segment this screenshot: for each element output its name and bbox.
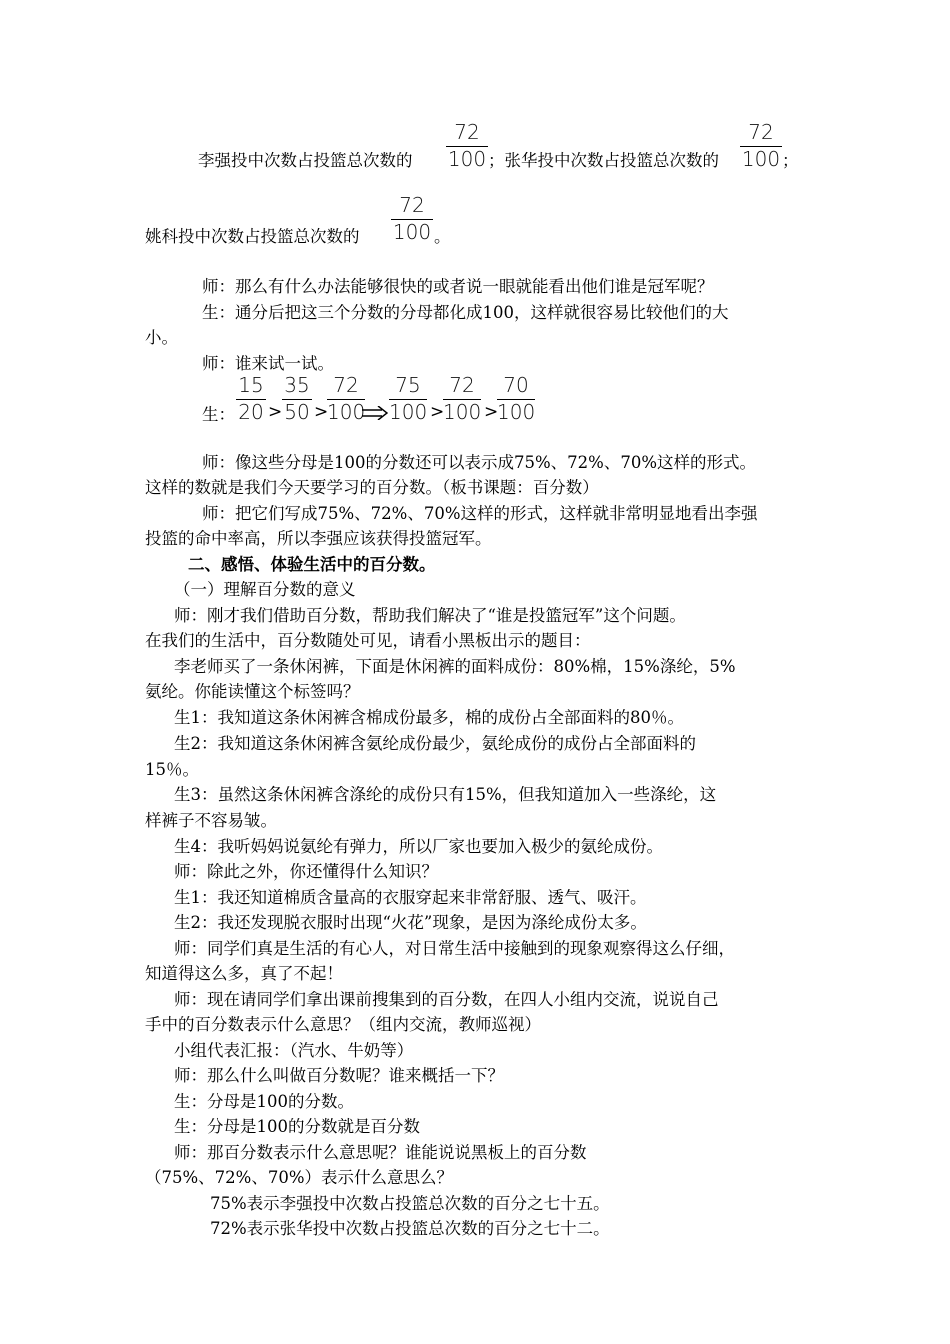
denominator: 20 (238, 400, 264, 424)
paragraph: 师：像这些分母是100的分数还可以表示成75%、72%、70%这样的形式。 (202, 453, 757, 472)
paragraph: 投篮的命中率高，所以李强应该获得投篮冠军。 (145, 529, 492, 548)
greater-than: > (484, 402, 499, 422)
numerator: 72 (327, 373, 365, 400)
section-heading: 二、感悟、体验生活中的百分数。 (188, 555, 436, 574)
fraction-5 (443, 373, 481, 424)
paragraph: 师：那百分数表示什么意思呢？谁能说说黑板上的百分数 (174, 1143, 587, 1162)
paragraph: 15％。 (145, 760, 199, 779)
fraction-4 (389, 373, 427, 424)
text-line (434, 226, 451, 248)
paragraph: 师：那么什么叫做百分数呢？谁来概括一下？ (174, 1066, 504, 1085)
denominator: 100 (392, 220, 432, 244)
paragraph: 生：通分后把这三个分数的分母都化成100，这样就很容易比较他们的大 (202, 303, 729, 322)
paragraph: 75%表示李强投中次数占投篮总次数的百分之七十五。 (210, 1194, 610, 1213)
paragraph: 生2：我还发现脱衣服时出现“火花”现象，是因为涤纶成份太多。 (174, 913, 647, 932)
numerator: 15 (236, 373, 266, 400)
numerator: 35 (282, 373, 312, 400)
paragraph: 这样的数就是我们今天要学习的百分数。（板书课题：百分数） (145, 478, 599, 497)
paragraph: 生2：我知道这条休闲裤含氨纶成份最少，氨纶成份的成份占全部面料的 (174, 734, 696, 753)
numerator: 72 (740, 120, 782, 147)
denominator: 50 (284, 400, 310, 424)
paragraph: 师：把它们写成75%、72%、70%这样的形式，这样就非常明显地看出李强 (202, 504, 758, 523)
numerator: 72 (443, 373, 481, 400)
fraction-6 (497, 373, 535, 424)
paragraph: 师：同学们真是生活的有心人，对日常生活中接触到的现象观察得这么仔细， (174, 939, 735, 958)
punctuation: ； (782, 151, 799, 170)
text-line (198, 150, 413, 172)
text-zhang-hua: ；张华投中次数占投篮总次数的 (488, 151, 719, 170)
paragraph: 师：现在请同学们拿出课前搜集到的百分数，在四人小组内交流，说说自己 (174, 990, 719, 1009)
paragraph: 生：分母是100的分数就是百分数 (174, 1117, 420, 1136)
paragraph: 生3：虽然这条休闲裤含涤纶的成份只有15%，但我知道加入一些涤纶，这 (174, 785, 717, 804)
paragraph-label: 生： (202, 405, 235, 424)
numerator: 72 (391, 193, 433, 220)
fraction-3 (327, 373, 365, 424)
paragraph: （75%、72%、70%）表示什么意思么？ (145, 1168, 454, 1187)
paragraph: 72%表示张华投中次数占投篮总次数的百分之七十二。 (210, 1219, 610, 1238)
paragraph: 师：那么有什么办法能够很快的或者说一眼就能看出他们谁是冠军呢？ (202, 277, 714, 296)
denominator: 100 (447, 147, 487, 171)
denominator: 100 (327, 400, 366, 424)
text-yao-ke: 姚科投中次数占投篮总次数的 (145, 227, 360, 246)
denominator: 100 (497, 400, 536, 424)
paragraph: 生：分母是100的分数。 (174, 1092, 354, 1111)
fraction-li-qiang (446, 120, 488, 171)
text-line (145, 226, 360, 248)
paragraph: 小。 (145, 328, 178, 347)
paragraph: 生1：我还知道棉质含量高的衣服穿起来非常舒服、透气、吸汗。 (174, 888, 647, 907)
paragraph: 知道得这么多，真了不起！ (145, 964, 343, 983)
fraction-yao-ke (391, 193, 433, 244)
paragraph: 师：刚才我们借助百分数，帮助我们解决了“谁是投篮冠军”这个问题。 (174, 606, 686, 625)
denominator: 100 (443, 400, 482, 424)
numerator: 75 (389, 373, 427, 400)
denominator: 100 (741, 147, 781, 171)
paragraph: 生4：我听妈妈说氨纶有弹力，所以厂家也要加入极少的氨纶成份。 (174, 837, 663, 856)
paragraph: 师：谁来试一试。 (202, 354, 334, 373)
paragraph: 手中的百分数表示什么意思？（组内交流，教师巡视） (145, 1015, 541, 1034)
greater-than: > (314, 402, 329, 422)
numerator: 72 (446, 120, 488, 147)
numerator: 70 (497, 373, 535, 400)
paragraph: 师：除此之外，你还懂得什么知识？ (174, 862, 438, 881)
punctuation: 。 (434, 227, 451, 246)
fraction-1 (236, 373, 266, 424)
greater-than: > (268, 402, 283, 422)
paragraph: 小组代表汇报：（汽水、牛奶等） (174, 1041, 414, 1060)
text-line (488, 150, 719, 172)
fraction-zhang-hua (740, 120, 782, 171)
paragraph: 生1：我知道这条休闲裤含棉成份最多，棉的成份占全部面料的80％。 (174, 708, 684, 727)
fraction-2 (282, 373, 312, 424)
greater-than: > (430, 402, 445, 422)
subsection-heading: （一）理解百分数的意义 (174, 580, 356, 599)
denominator: 100 (389, 400, 428, 424)
text-line (782, 150, 799, 172)
implies-arrow-icon (362, 406, 388, 420)
paragraph: 样裤子不容易皱。 (145, 811, 277, 830)
paragraph: 李老师买了一条休闲裤，下面是休闲裤的面料成份：80%棉，15%涤纶，5% (174, 657, 736, 676)
paragraph: 氨纶。你能读懂这个标签吗？ (145, 682, 360, 701)
paragraph: 在我们的生活中，百分数随处可见，请看小黑板出示的题目： (145, 631, 591, 650)
text-li-qiang: 李强投中次数占投篮总次数的 (198, 151, 413, 170)
